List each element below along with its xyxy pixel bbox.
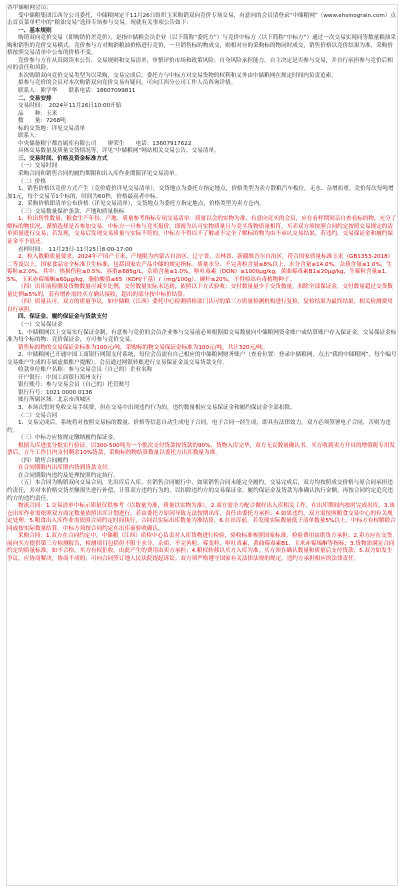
section-3-title: 三、交易时间、价格及资金标准方式 <box>18 155 108 162</box>
trade-variety: 品 种：玉米 <box>18 110 58 117</box>
trade-location: 标的交货地：详见交易清单 <box>18 125 86 132</box>
section-1-paragraph-3: 本次购销双向竞价交易类型为以采购，交易完成后，委托方与中标方对交易货物的权利和义务由中储粮网在规定时间内负责追索。 <box>18 72 337 79</box>
account-number: 银行账号：参与交易会员（自己的）托管账号 <box>18 382 130 389</box>
section-4-a-paragraph-1: 1、中储粮网以上交易实行保证金制，有意参与竞价的会员企业参与交易前必须根据拟交易数量向中储粮网资金账户或结算账户存入保证金。交易保证金标准为每个标的物：竞价保证金，方可参与竞价交易。 <box>7 329 397 344</box>
section-3-d-paragraph: （四）质量认可。双方的质量争议，如中储粮（江西）委托中心检测质检部门认可的第三方质量检测机构进行复检，复检结果为最终结果，相关检测费用自行承担。 <box>7 299 393 313</box>
viewing-time: 看样时间： 11月23日-11月25日8:00-17:00 <box>18 246 133 253</box>
trade-contact-label: 联系人： <box>18 133 41 140</box>
account-region: 账行所属区域：北京市西城区 <box>18 397 91 404</box>
intro-paragraph: 受中储粮集团江西分公司委托，中储粮网定于11月26日组织玉米购销双向竞价专场交易，有意向的会员请登录“中储粮网”（www.ehsinograin.com）点击首页菜单栏中的“粮油交易”选择专场参与交易。现就有关事项公告如下： <box>7 12 397 27</box>
section-3-a-paragraph: 采购合同和销售合同的履约期限和出入库作业期限详见交易清单。 <box>18 171 181 178</box>
section-1-contact: 联系人：熊学华 联系电话：18607099811 <box>18 88 136 95</box>
section-4-b-paragraph: 1、交易完成后，系统将对按照交易标的数量、价格等信息自动生成电子合同。电子合同一经生成，即具有法律效力。双方必须签署电子合同，否则为违约。 <box>7 420 391 434</box>
section-4-a-title: （一）交易保证金 <box>18 321 63 328</box>
section-4-a-paragraph-3: 2、中储粮网已开通中国工商银行网银支付系统，每位会员需有自己相应的中储粮网财务账户（查看位置：登录中储粮网，点击“我的中储粮网”，每个编号交易账户生成的专属虚拟账户提醒）。会员通过网银转账进行交易保证金及交易货款支付。 <box>7 352 397 366</box>
trade-contact-org: 中央储备粮宁都直属库有限公司 廖荣生 电话：13607917622 <box>18 140 192 147</box>
section-1-title: 一、基本规则 <box>18 27 52 34</box>
announcement-document <box>6 4 398 886</box>
section-3-b-paragraph-2: 2、采购价格即清单公布价格（详见交易清单），交货地点为委托方指定地点，价格类型为卖方仓内。 <box>18 201 265 208</box>
account-title: 收款单位账户名称：参与交易会员（自己的）企业名称 <box>18 367 153 374</box>
section-4-a-paragraph-4: 3、本场次暂时免收交易手续费，但在交易中出现违约行为的，违约数量相应交易保证金和履约保证金全部扣除。 <box>18 404 296 411</box>
section-4-d-paragraph: 在合同期限内出库期内货到货款支付。 <box>18 465 114 472</box>
section-3-c-paragraph-3: （四）出库前检测及货物数量可减少比例，交付数量实际未达到，依照以下方式验收：交付数量量少于交货数量，扣除全部保证金，交付数量超过交货数量比例≤5%的，若有增补需经买方确认接收，超出的部分按中标价结算。 <box>7 284 393 298</box>
section-1-paragraph-1: 购销双向竞价交易（即购销价差竞价），是指中储粮会员企业（以下简称“委托方”）与竞价中标方（以下简称“中标方”）通过一次交易实现同等数量粮油采购和销售的竞价交易模式。竞价参与方对购销粮油价格进行竞价，一旦销售标的物成交，则相对应的采购标的物同时成交，销售价格以竞价结果为准，采购价格按照交易清单中公布的价格不变。 <box>7 35 396 57</box>
section-3-c-paragraph-2: 2、粒入数粮质量要求。2024年产国产玉米，产地限为内蒙古自治区、辽宁省、吉林省、新疆维吾尔自治区，符合国家质量标准玉米（GB1353-2018）二等及以上，国家食品安全标准卫生标准，包括国家农产品中储的规定指标。质量水分、不完善粒含量≤8%以上，水分含量≤14.0%，杂质含量≤1.0%，生霉粒≤2.0%，其中：热损伤粒≤0.5%，容重≥685g/L，杂质含量≤1.0%，呕吐毒素（DON）≤1000μg/kg，黄曲霉毒素B1≤20μg/kg，生霉粒含量≤1.5%，玉米赤霉烯酮≤60μg/kg，脂肪酸值≤65（KOH/干基）/（mg/100g），硬杆≤20%，不得检出有毒植物种子。 <box>7 254 394 283</box>
trade-time: 交易时间： 2024年11月26日10:00开始 <box>18 103 122 110</box>
section-1-paragraph-2: 竞价参与方在从真阅读本公告、交易规则和交易清单，审慎评价市场和政策风险、自身风险承担能力，自主决定是否参与交易，并自行承担参与竞价后相应的责任和风险。 <box>7 57 393 72</box>
trade-quantity: 数 量：7268吨 <box>18 118 66 125</box>
section-4-e-paragraph-1: （五）本合同为购销双向交易合同，先出库后入库。在销售合同履行中，如果销售合同未能完全履约，交易完成后，双方均按照成交价格与原合同承担违约责任，并对本价格交货差额损失进行补偿，计算双方违约行为的，以扣除违约方的交易保证金、履约保证金及货款为准确认执行金额，再按合同约定追究违约方的违约责任。 <box>7 480 393 502</box>
section-4-e-paragraph-3: 采购合同：1.双方在合同约定中，中储粮（江西）质检中心负责对入库货物进行检验，验收标准参照国家标准，检验费用由供货方承担；2.卖方应在交货前向买方提供第三方检测报告，检测项目包括但不限于水分、杂质、不完善粒、霉变粒、呕吐毒素、黄曲霉毒素B1、玉米赤霉烯酮等指标；3.货物需满足合同约定的质量标准，如不合格，买方有权拒收，由此产生的费用由卖方承担；4.粮权转移以买方入库为准，买方须在确认数量和质量后支付货款；5.双方如发生争议，应协商解决，协商不成的，可向合同签订地人民法院提起诉讼。双方须严格遵守国家有关法律法规的规定，违约方承担相应的法律责任。 <box>7 533 395 562</box>
section-3-c-paragraph-1: 1、粒出售性数量。粮食生产年份、产地、质量参考指标专项交易清单。质量以会的实物为准，有意向竞买的会员，应在看样期间亲自查看标的物，充分了解标的物状况，谨慎选择是否参加交易。中标方一旦参与竞买报价，即视为认可实物质量且与竞买货物质量相符，买卖双方须按照合同约定按照交易规定的清单质量进行交易；若发现，交易后发现交易质量与实际不符的，中标方不得以不了解或不完全了解标的物为由不承认交易结果，若违约，交易保证金和履约保证金不予退还。 <box>7 216 397 245</box>
account-bank-code: 银行行号：1021 0000 0136 <box>18 389 93 396</box>
section-2-title: 二、交易安排 <box>18 95 52 102</box>
section-4-c-title: （三）中标方应按规定缴纳履约保证金。 <box>18 435 119 442</box>
section-3-a-title: （一）交易时间 <box>18 163 58 170</box>
section-4-a-paragraph-2: 销售标的物的交易保证金标准为100元/吨，采购标的物交易保证金标准为100元/吨，共计320元/吨。 <box>18 344 269 351</box>
section-4-b-title: （二）交易合同 <box>18 412 58 419</box>
account-open-bank: 开户银行：中国工商银行郑州支行 <box>18 374 102 381</box>
greeting: 各中储粮网会员： <box>7 5 52 11</box>
section-3-c-title: （三）交易数量保护条款、产地和质量指标 <box>18 208 125 215</box>
section-4-title: 四、保证金、履约保证金与货款支付 <box>18 314 108 321</box>
section-4-e-paragraph-2: 物流合同：1.交易清单中标示质量仅供参考（以数量为准，质量以实物为准），2.双方需全力配合做好出入库相关工作，在出库期间内按时完成出库，3.该仓出库作业需依照双方商定数量依照出库计划进行，若由委托方原因导致无法按期出库，责任由委托方承担；4.如果违约，双方需按照粮食交易中心的有关规定处理。5.粮食出入库作业需依照合同约定时间执行，合同以实际出库数量为准结算。6.在出库前，若发现实际数量低于清单数量5%以上，中标方有权解除合同或按实际数量结算。中标方须按合同约定在出库前验收确认。 <box>7 503 396 532</box>
section-3-b-paragraph-1: 1、销售价格以竞价方式产生（竞价底价详见交易清单），交货地点为委托方指定地点，价格类型为卖方散粮汽车板位，无水、杂增扣重。竞价每次每吨增加1元，每个交易节1个标的，时间为60秒，价格最高者中标。 <box>7 186 394 200</box>
section-4-c-paragraph: 根据入库进度分批实行验证，以300-500吨为一个批次支付货款按货款的90%，货物入库完毕，双方无议数量确认书。买方收到卖方开具的增值税专用发票后，五个工作日内支付剩余10%货款，采购标的物结算数量以委托方出库数量为准。 <box>7 442 396 457</box>
section-4-e-title: 在合同期限内违约及处理按照约定执行。 <box>18 472 119 479</box>
section-3-b-title: （二）价格 <box>18 178 46 185</box>
trade-detail: 具体交易数量及质量交货情况等，详见“中储粮网”网站相关交易公告、交易清单。 <box>18 148 220 155</box>
section-4-d-title: （四）销售合同履约 <box>18 457 69 464</box>
section-1-paragraph-4: 拟参与竞价的会员对本次购销双向竞价交易有疑问，可向江西分公司工作人员咨询详情。 <box>18 80 237 87</box>
